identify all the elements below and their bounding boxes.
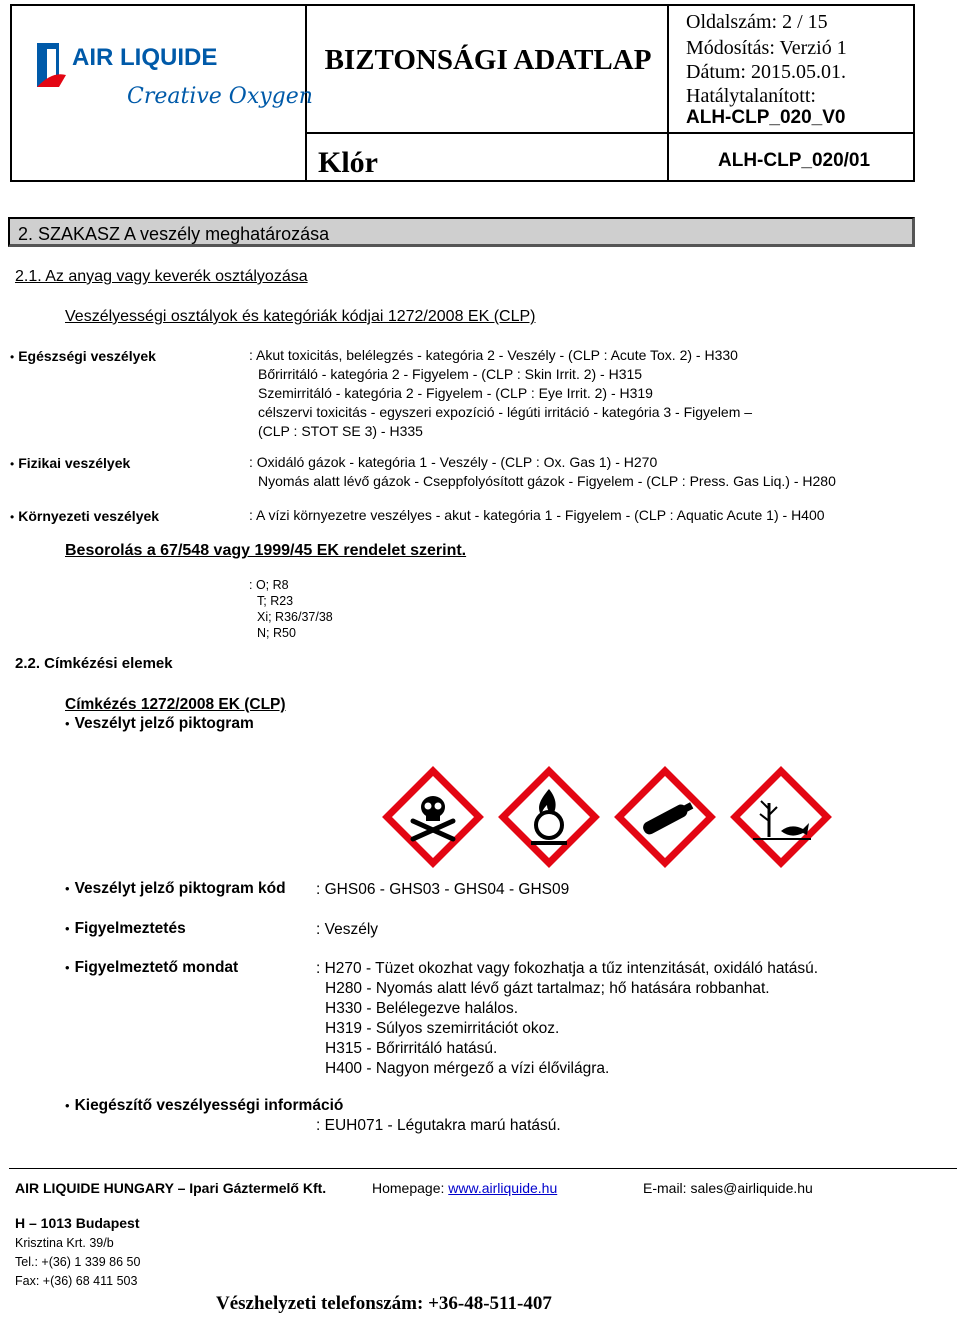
environmental-hazards-label: • Környezeti veszélyek [10, 508, 159, 524]
pictogram-label-text: Veszélyt jelző piktogram [74, 715, 254, 732]
hazard-statement: H280 - Nyomás alatt lévő gázt tartalmaz; hő hatására robbanhat. [325, 980, 770, 997]
homepage [372, 1180, 557, 1196]
hazard-statement: H330 - Belélegezve halálos. [325, 1000, 519, 1017]
hazard-line: Szemirritáló - kategória 2 - Figyelem - (CLP : Eye Irrit. 2) - H319 [258, 385, 653, 401]
pictogram-code-value: : GHS06 - GHS03 - GHS04 - GHS09 [316, 881, 570, 898]
company-city: H – 1013 Budapest [15, 1215, 140, 1231]
divider [305, 132, 913, 134]
health-hazards-label: • Egészségi veszélyek [10, 348, 156, 364]
physical-hazards-label: • Fizikai veszélyek [10, 455, 130, 471]
hazard-line: : Akut toxicitás, belélegzés - kategória 2 - Veszély - (CLP : Acute Tox. 2) - H330 [249, 347, 738, 363]
old-classification-list [249, 577, 333, 641]
signal-word-label: • Figyelmeztetés [65, 920, 186, 938]
document-type: BIZTONSÁGI ADATLAP [324, 44, 652, 76]
hazard-line: : Oxidáló gázok - kategória 1 - Veszély - (CLP : Ox. Gas 1) - H270 [249, 454, 658, 470]
classification-line: Xi; R36/37/38 [257, 610, 333, 624]
supplementary-info-label: • Kiegészítő veszélyességi információ [65, 1097, 343, 1115]
hazard-statement: H319 - Súlyos szemirritációt okoz. [325, 1020, 560, 1037]
company-name: AIR LIQUIDE HUNGARY – Ipari Gáztermelő Kft. [15, 1180, 327, 1196]
section-title: 2. SZAKASZ A veszély meghatározása [18, 224, 330, 244]
company-phone: Tel.: +(36) 1 339 86 50 [15, 1255, 141, 1269]
revision: Módosítás: Verzió 1 [686, 37, 847, 59]
classification-heading: Veszélyességi osztályok és kategóriák kódjai 1272/2008 EK (CLP) [65, 308, 536, 325]
gas-cylinder-icon [615, 767, 715, 867]
company-logo [32, 31, 313, 131]
emergency-phone: Vészhelyzeti telefonszám: +36-48-511-407 [216, 1293, 552, 1314]
skull-crossbones-icon [383, 767, 483, 867]
date: Dátum: 2015.05.01. [686, 61, 846, 83]
header-table [10, 4, 915, 182]
signal-word-value: : Veszély [316, 921, 379, 938]
company-street: Krisztina Krt. 39/b [15, 1236, 114, 1250]
logo-brand: AIR LIQUIDE [72, 44, 218, 71]
clp-labelling-title: Címkézés 1272/2008 EK (CLP) [65, 696, 286, 713]
hazard-statements-list [316, 959, 818, 1079]
subsection-title: 2.1. Az anyag vagy keverék osztályozása [15, 268, 308, 285]
divider [667, 6, 669, 180]
hazard-line: : A vízi környezetre veszélyes - akut - kategória 1 - Figyelem - (CLP : Aquatic Acute 1) - H400 [249, 507, 825, 523]
company-fax: Fax: +(36) 68 411 503 [15, 1274, 138, 1288]
environmental-hazards-value [249, 506, 825, 525]
hazard-line: (CLP : STOT SE 3) - H335 [258, 423, 423, 439]
physical-hazards-value [249, 453, 836, 491]
classification-line: T; R23 [257, 594, 294, 608]
product-name: Klór [318, 146, 378, 179]
flame-over-circle-icon [499, 767, 599, 867]
pictogram-code-label: • Veszélyt jelző piktogram kód [65, 880, 286, 898]
superseded-value: ALH-CLP_020_V0 [686, 107, 846, 128]
hazard-line: Bőrirritáló - kategória 2 - Figyelem - (CLP : Skin Irrit. 2) - H315 [258, 366, 643, 382]
logo-tagline: Creative Oxygen [127, 84, 313, 109]
email: E-mail: sales@airliquide.hu [643, 1180, 813, 1196]
hazard-statement: : H270 - Tüzet okozhat vagy fokozhatja a tűz intenzitását, oxidáló hatású. [316, 960, 819, 977]
labelling-section-title: 2.2. Címkézési elemek [15, 655, 173, 672]
classification-line: : O; R8 [249, 578, 289, 592]
environment-icon [731, 767, 831, 867]
hazard-line: Nyomás alatt lévő gázok - Cseppfolyósított gázok - Figyelem - (CLP : Press. Gas Liq.) - H280 [258, 473, 836, 489]
old-classification-title: Besorolás a 67/548 vagy 1999/45 EK rendelet szerint. [65, 542, 467, 559]
homepage-label: Homepage: [372, 1180, 445, 1196]
hazard-statements-label: • Figyelmeztető mondat [65, 959, 238, 977]
superseded-label: Hatálytalanított: [686, 85, 816, 107]
section-header [8, 217, 915, 247]
document-number: ALH-CLP_020/01 [718, 150, 871, 171]
hazard-statement: H315 - Bőrirritáló hatású. [325, 1040, 498, 1057]
hazard-statement: H400 - Nagyon mérgező a vízi élővilágra. [325, 1060, 610, 1077]
homepage-link[interactable]: www.airliquide.hu [448, 1180, 558, 1196]
supplementary-info-value: : EUH071 - Légutakra marú hatású. [316, 1117, 561, 1134]
classification-line: N; R50 [257, 626, 296, 640]
hazard-line: célszervi toxicitás - egyszeri expozíció - légúti irritáció - kategória 3 - Figyelem – [258, 404, 753, 420]
health-hazards-value [249, 346, 752, 441]
page-number: Oldalszám: 2 / 15 [686, 11, 828, 33]
pictogram-label: • Veszélyt jelző piktogram [65, 715, 254, 732]
footer-divider [9, 1168, 957, 1169]
